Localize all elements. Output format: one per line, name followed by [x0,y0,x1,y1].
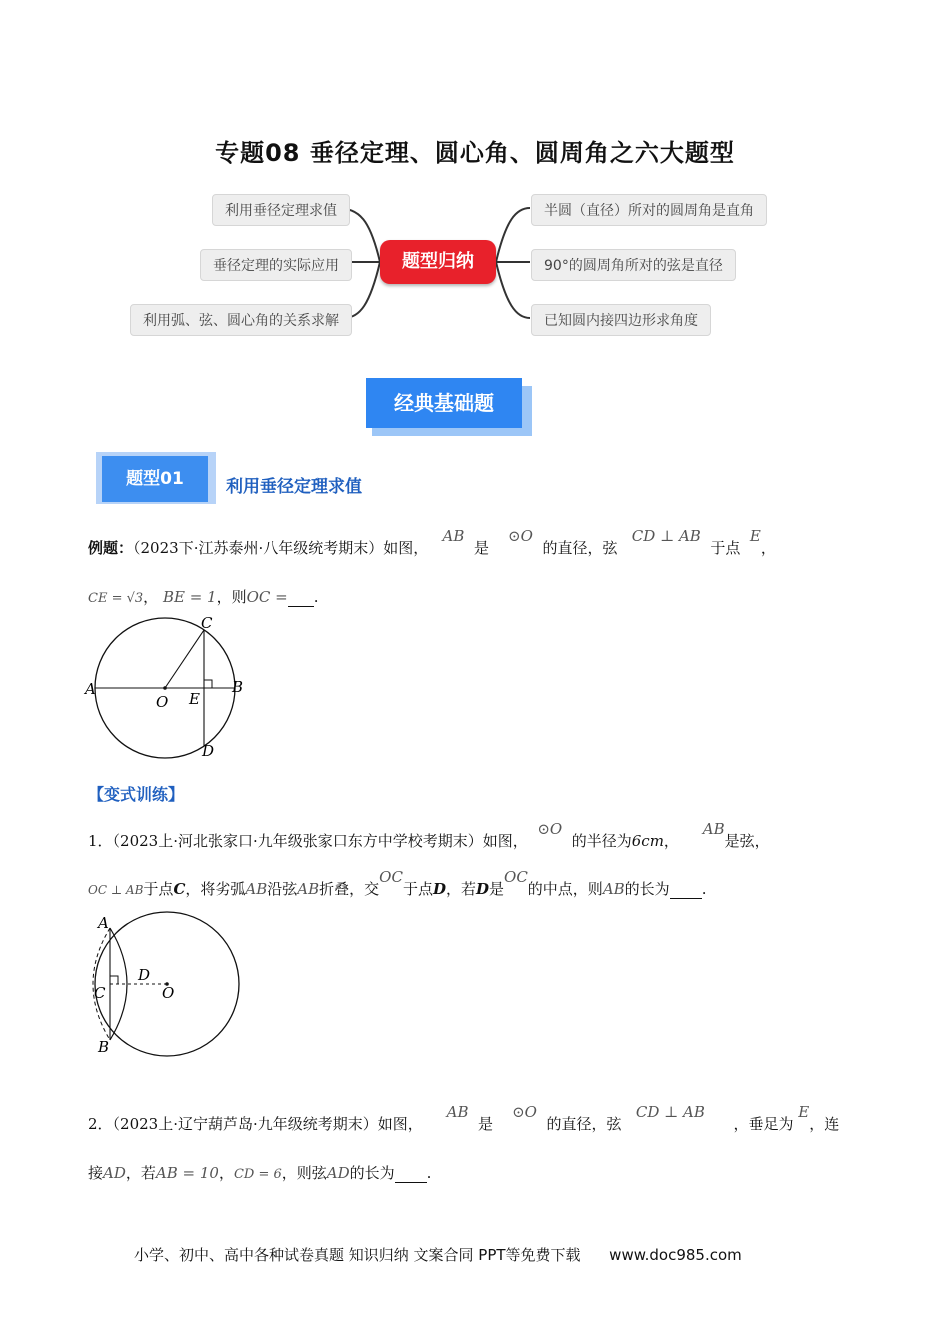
mindmap-right-node-3: 已知圆内接四边形求角度 [531,304,711,336]
q1-line-1 [88,820,770,851]
q2-source: （2023上·辽宁葫芦岛·九年级统考期末）如图， [112,1115,423,1133]
q2-line-2 [88,1162,431,1183]
math-cd6: CD = 6 [233,1167,282,1182]
text-diameter: 的直径，弦 [546,1115,622,1133]
math-d: D [432,880,446,898]
math-circle-o: ⊙O [508,527,533,545]
fig1-label-o: O [156,693,169,711]
example-source: （2023下·江苏泰州·八年级统考期末）如图， [133,539,429,557]
mindmap-left-node-1: 利用垂径定理求值 [212,194,350,226]
footer [134,1244,742,1265]
fig1-label-d: D [202,742,215,760]
answer-blank [670,880,702,899]
math-d2: D [475,880,489,898]
fig2-label-o: O [162,984,175,1002]
figure-1 [80,612,260,762]
math-ad: AD [103,1164,126,1182]
text-is: 是 [489,880,505,898]
text-along: 沿弦 [267,880,298,898]
mindmap-left-node-3: 利用弧、弦、圆心角的关系求解 [130,304,352,336]
math-ab3: AB [297,880,320,898]
math-be: BE = 1 [162,588,217,606]
mindmap-right-node-2: 90°的圆周角所对的弦是直径 [531,249,736,281]
example-line-1 [88,527,776,558]
type-title: 利用垂径定理求值 [226,477,362,497]
q1-line-2 [88,868,707,899]
math-oc-perp-ab: OC ⊥ AB [88,883,144,897]
text-len: 的长为 [349,1164,395,1182]
fig1-label-a: A [85,680,96,698]
mindmap-left-node-2: 垂径定理的实际应用 [200,249,352,281]
text-at-point: 于点 [710,539,741,557]
math-ab10: AB = 10 [155,1164,219,1182]
text-len: 的长为 [624,880,670,898]
connector-right-3 [496,262,530,318]
answer-blank [288,588,314,607]
q1-number: 1． [88,832,113,850]
text-connect: ，连 [809,1115,840,1133]
text-fold: ，将劣弧 [185,880,246,898]
figure-2 [82,910,272,1060]
math-circle-o: ⊙O [512,1103,537,1121]
fig2-label-c: C [94,984,106,1002]
math-ab4: AB [602,880,625,898]
text-end: . [701,880,707,898]
fig1-right-angle [204,680,212,688]
math-oc: OC = [246,588,288,606]
text-mid: 的中点，则 [527,880,603,898]
text-at-d: 于点 [402,880,433,898]
footer-text: 小学、初中、高中各种试卷真题 知识归纳 文案合同 PPT等免费下载 [134,1246,581,1264]
fig2-label-a: A [98,914,109,932]
text-comma: ， [663,832,679,850]
fig2-right-angle [110,976,118,984]
text-comma2: ， [143,588,159,606]
text-end: . [426,1164,432,1182]
text-if: ，若 [125,1164,156,1182]
mindmap-center-node: 题型归纳 [380,240,496,284]
text-radius: 的半径为 [571,832,632,850]
example-label: 例题： [88,539,134,557]
text-folded: 折叠，交 [319,880,380,898]
math-ab: AB [446,1103,469,1121]
mindmap-right-node-1: 半圆（直径）所对的圆周角是直角 [531,194,767,226]
q1-source: （2023上·河北张家口·九年级张家口东方中学校考期末）如图， [112,832,528,850]
text-then: ，则 [216,588,247,606]
answer-blank [395,1164,427,1183]
text-comma: ， [218,1164,234,1182]
variant-heading: 【变式训练】 [88,785,185,804]
math-oc: OC [379,868,403,886]
text-diameter: 的直径，弦 [542,539,618,557]
math-cd-perp-ab: CD ⊥ AB [635,1103,705,1121]
math-6cm: 6cm [631,832,664,850]
text-foot: ，垂足为 [733,1115,794,1133]
fig1-label-b: B [232,678,244,696]
fig1-label-e: E [189,690,200,708]
fig1-center-dot [163,686,167,690]
math-cd-perp-ab: CD ⊥ AB [631,527,701,545]
text-link: 接 [88,1164,104,1182]
footer-link[interactable]: www.doc985.com [609,1246,742,1264]
fig2-label-d: D [138,966,151,984]
text-end: . [313,588,319,606]
math-e: E [798,1103,810,1121]
q2-line-1 [88,1103,840,1134]
page-title: 专题08 垂径定理、圆心角、圆周角之六大题型 [215,139,735,167]
math-ab2: AB [245,880,268,898]
text-comma: ， [760,539,776,557]
text-then: ，则弦 [281,1164,327,1182]
text-is: 是 [473,539,489,557]
example-line-2 [88,586,319,607]
math-e: E [749,527,761,545]
text-chord: 是弦， [724,832,770,850]
text-at-c: 于点 [143,880,174,898]
math-c: C [173,880,186,898]
math-ab: AB [442,527,465,545]
q2-number: 2． [88,1115,113,1133]
math-circle-o: ⊙O [537,820,563,838]
section-banner: 经典基础题 [366,378,522,428]
text-is: 是 [478,1115,494,1133]
type-badge: 题型01 [102,456,208,502]
fig2-label-b: B [98,1038,110,1056]
fig1-label-c: C [201,614,213,632]
math-ab: AB [702,820,725,838]
math-oc2: OC [504,868,528,886]
math-ad2: AD [326,1164,350,1182]
text-if: ，若 [445,880,476,898]
math-ce: CE = √3 [88,591,144,606]
fig1-radius-oc [165,630,204,688]
connector-right-1 [496,208,530,262]
